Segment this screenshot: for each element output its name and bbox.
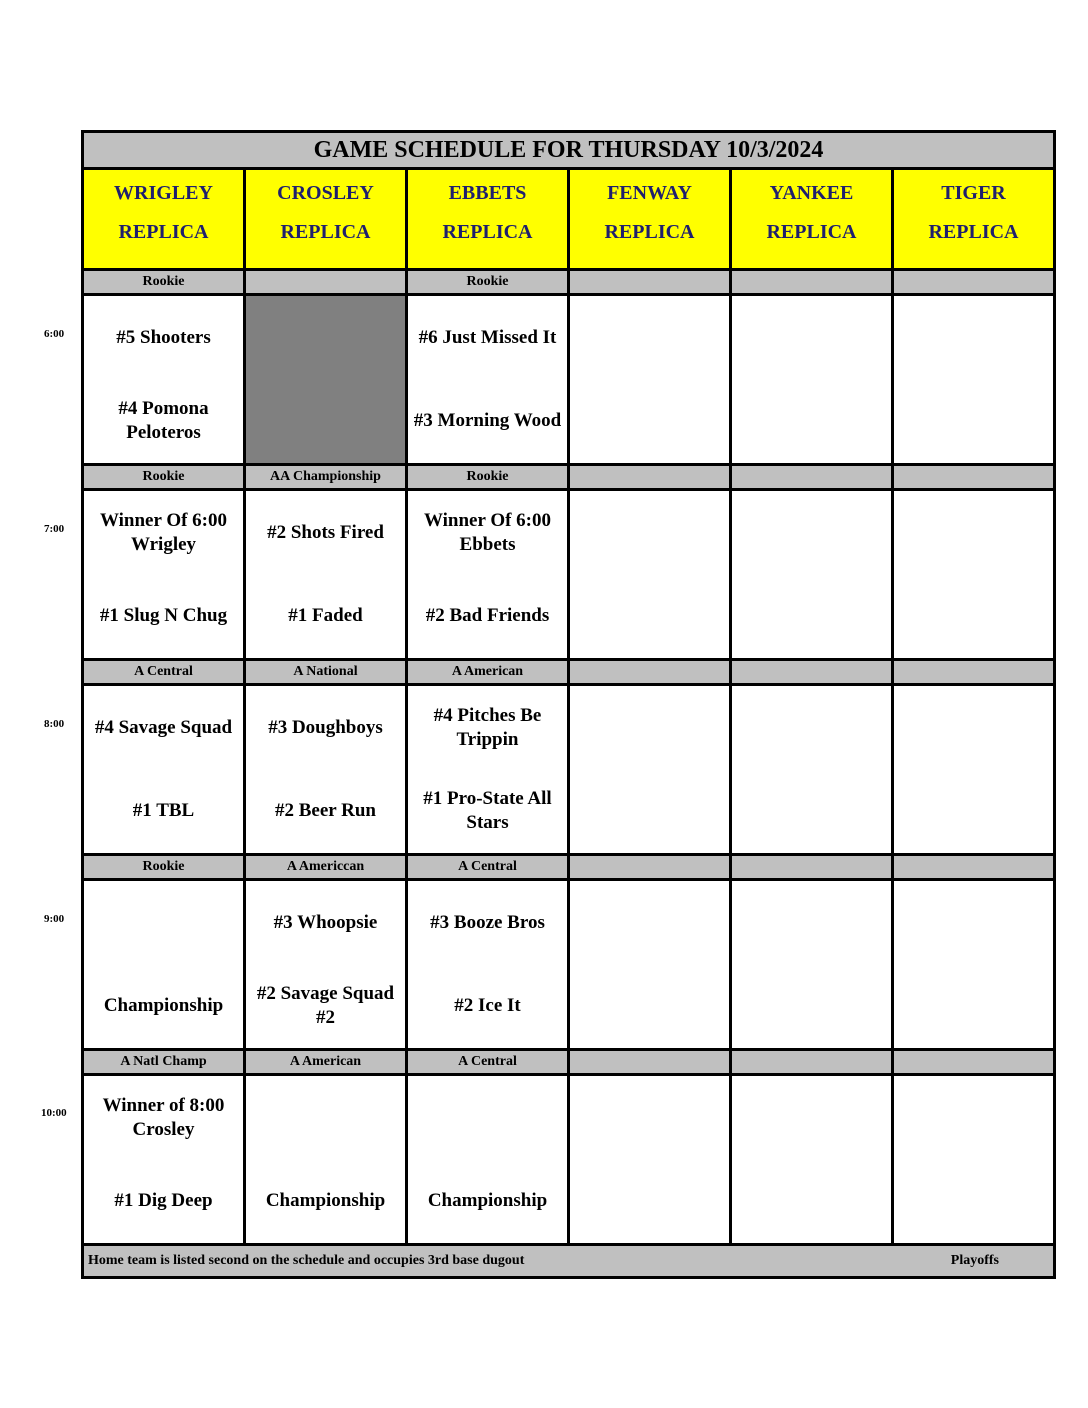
away-team: #3 Whoopsie (273, 911, 378, 933)
field-yankee: YANKEE REPLICA (732, 170, 894, 268)
away-team (736, 881, 887, 965)
away-team: #3 Booze Bros (430, 911, 545, 933)
game-cell (570, 296, 732, 463)
game-cell (84, 296, 246, 463)
away-team (898, 491, 1049, 575)
away-team (574, 881, 725, 965)
game-cell (570, 686, 732, 853)
game-cell (246, 1076, 408, 1243)
home-team (736, 380, 887, 464)
game-cell (732, 1076, 894, 1243)
away-team (250, 296, 401, 380)
home-team (898, 380, 1049, 464)
game-cell (84, 491, 246, 658)
division-label (570, 271, 732, 293)
page-title: GAME SCHEDULE FOR THURSDAY 10/3/2024 (84, 133, 1053, 170)
home-team (736, 1160, 887, 1244)
division-label (246, 271, 408, 293)
away-team (574, 686, 725, 770)
away-team (412, 1076, 563, 1160)
home-team: #3 Morning Wood (413, 410, 562, 432)
away-team (574, 491, 725, 575)
schedule-table (81, 130, 1056, 1279)
division-label (894, 1051, 1053, 1073)
home-team (898, 575, 1049, 659)
home-team: #4 Pomona Peloteros (118, 398, 209, 444)
away-team: Winner of 8:00 Crosley (102, 1094, 225, 1140)
division-label (732, 466, 894, 488)
away-team (736, 491, 887, 575)
game-row (84, 686, 1053, 856)
game-row (84, 1076, 1053, 1246)
game-cell (408, 686, 570, 853)
division-label: A American (246, 1051, 408, 1073)
division-label: Rookie (84, 271, 246, 293)
division-label (570, 1051, 732, 1073)
division-row (84, 466, 1053, 491)
away-team: Winner Of 6:00 Ebbets (423, 509, 552, 555)
home-team: #1 Slug N Chug (99, 605, 228, 627)
division-row (84, 856, 1053, 881)
division-label (894, 271, 1053, 293)
away-team: #6 Just Missed It (418, 326, 557, 348)
away-team: #2 Shots Fired (267, 521, 384, 543)
division-label: A Americcan (246, 856, 408, 878)
game-cell (894, 881, 1053, 1048)
division-label (732, 856, 894, 878)
division-label (894, 466, 1053, 488)
game-cell (246, 881, 408, 1048)
away-team: #4 Pitches Be Trippin (433, 704, 542, 750)
game-cell (84, 686, 246, 853)
home-team (736, 965, 887, 1049)
time-label: 6:00 (44, 328, 65, 340)
home-team (898, 965, 1049, 1049)
division-row (84, 1051, 1053, 1076)
field-crosley: CROSLEY REPLICA (246, 170, 408, 268)
division-row (84, 271, 1053, 296)
division-label: A Central (408, 856, 570, 878)
game-cell (408, 491, 570, 658)
game-cell (246, 686, 408, 853)
division-label: Rookie (84, 856, 246, 878)
division-label (894, 661, 1053, 683)
away-team: #4 Savage Squad (94, 716, 233, 738)
game-row (84, 881, 1053, 1051)
away-team (574, 296, 725, 380)
footer-bar (84, 1246, 1053, 1276)
game-cell (246, 491, 408, 658)
home-team: #1 Faded (288, 605, 363, 627)
division-label (570, 856, 732, 878)
home-team (736, 575, 887, 659)
division-label (570, 466, 732, 488)
time-label: 9:00 (44, 913, 65, 925)
field-ebbets: EBBETS REPLICA (408, 170, 570, 268)
division-label: A American (408, 661, 570, 683)
home-team: #1 Pro-State All Stars (423, 788, 552, 834)
home-team: #2 Ice It (454, 995, 521, 1017)
away-team (898, 686, 1049, 770)
home-team (250, 380, 401, 464)
away-team: #3 Doughboys (268, 716, 383, 738)
field-fenway: FENWAY REPLICA (570, 170, 732, 268)
away-team: #5 Shooters (116, 326, 211, 348)
home-team (736, 770, 887, 854)
division-label (732, 271, 894, 293)
time-label: 7:00 (44, 523, 65, 535)
division-label: Rookie (408, 466, 570, 488)
away-team: Winner Of 6:00 Wrigley (99, 509, 228, 555)
away-team (88, 881, 239, 965)
home-team: #2 Beer Run (275, 800, 376, 822)
division-label: Rookie (408, 271, 570, 293)
away-team (736, 1076, 887, 1160)
division-label (894, 856, 1053, 878)
home-team (574, 1160, 725, 1244)
home-team (898, 770, 1049, 854)
division-label: A Natl Champ (84, 1051, 246, 1073)
division-label: A Central (84, 661, 246, 683)
home-team (574, 965, 725, 1049)
division-label (570, 661, 732, 683)
game-cell (894, 1076, 1053, 1243)
division-label: Rookie (84, 466, 246, 488)
home-team: #1 Dig Deep (114, 1190, 213, 1212)
home-team: Championship (265, 1190, 386, 1212)
field-wrigley: WRIGLEY REPLICA (84, 170, 246, 268)
time-label: 8:00 (44, 718, 65, 730)
game-cell (732, 491, 894, 658)
game-cell (732, 881, 894, 1048)
game-cell (894, 296, 1053, 463)
field-header-row (84, 170, 1053, 271)
game-cell (84, 881, 246, 1048)
game-cell (408, 881, 570, 1048)
away-team (898, 881, 1049, 965)
home-team (574, 575, 725, 659)
game-cell (570, 881, 732, 1048)
division-label: AA Championship (246, 466, 408, 488)
game-cell (408, 1076, 570, 1243)
footer-tag: Playoffs (950, 1253, 999, 1268)
away-team (250, 1076, 401, 1160)
game-cell (84, 1076, 246, 1243)
division-label (732, 1051, 894, 1073)
game-row (84, 491, 1053, 661)
division-row (84, 661, 1053, 686)
home-team: #2 Savage Squad #2 (256, 983, 395, 1029)
home-team: #2 Bad Friends (425, 605, 550, 627)
blocked-cell (246, 296, 408, 463)
division-label: A Central (408, 1051, 570, 1073)
home-team (898, 1160, 1049, 1244)
home-team (574, 380, 725, 464)
time-label: 10:00 (41, 1107, 67, 1119)
home-team: #1 TBL (132, 800, 195, 822)
game-cell (732, 686, 894, 853)
time-slots (84, 271, 1053, 1246)
game-row (84, 296, 1053, 466)
home-team: Championship (103, 995, 224, 1017)
game-cell (408, 296, 570, 463)
game-cell (894, 686, 1053, 853)
away-team (898, 1076, 1049, 1160)
home-team (574, 770, 725, 854)
game-cell (570, 491, 732, 658)
footer-note: Home team is listed second on the schedule and occupies 3rd base dugout (88, 1253, 525, 1268)
division-label (732, 661, 894, 683)
away-team (574, 1076, 725, 1160)
field-tiger: TIGER REPLICA (928, 182, 1019, 243)
game-cell (732, 296, 894, 463)
away-team (898, 296, 1049, 380)
away-team (736, 686, 887, 770)
home-team: Championship (427, 1190, 548, 1212)
division-label: A National (246, 661, 408, 683)
game-cell (570, 1076, 732, 1243)
game-cell (894, 491, 1053, 658)
away-team (736, 296, 887, 380)
